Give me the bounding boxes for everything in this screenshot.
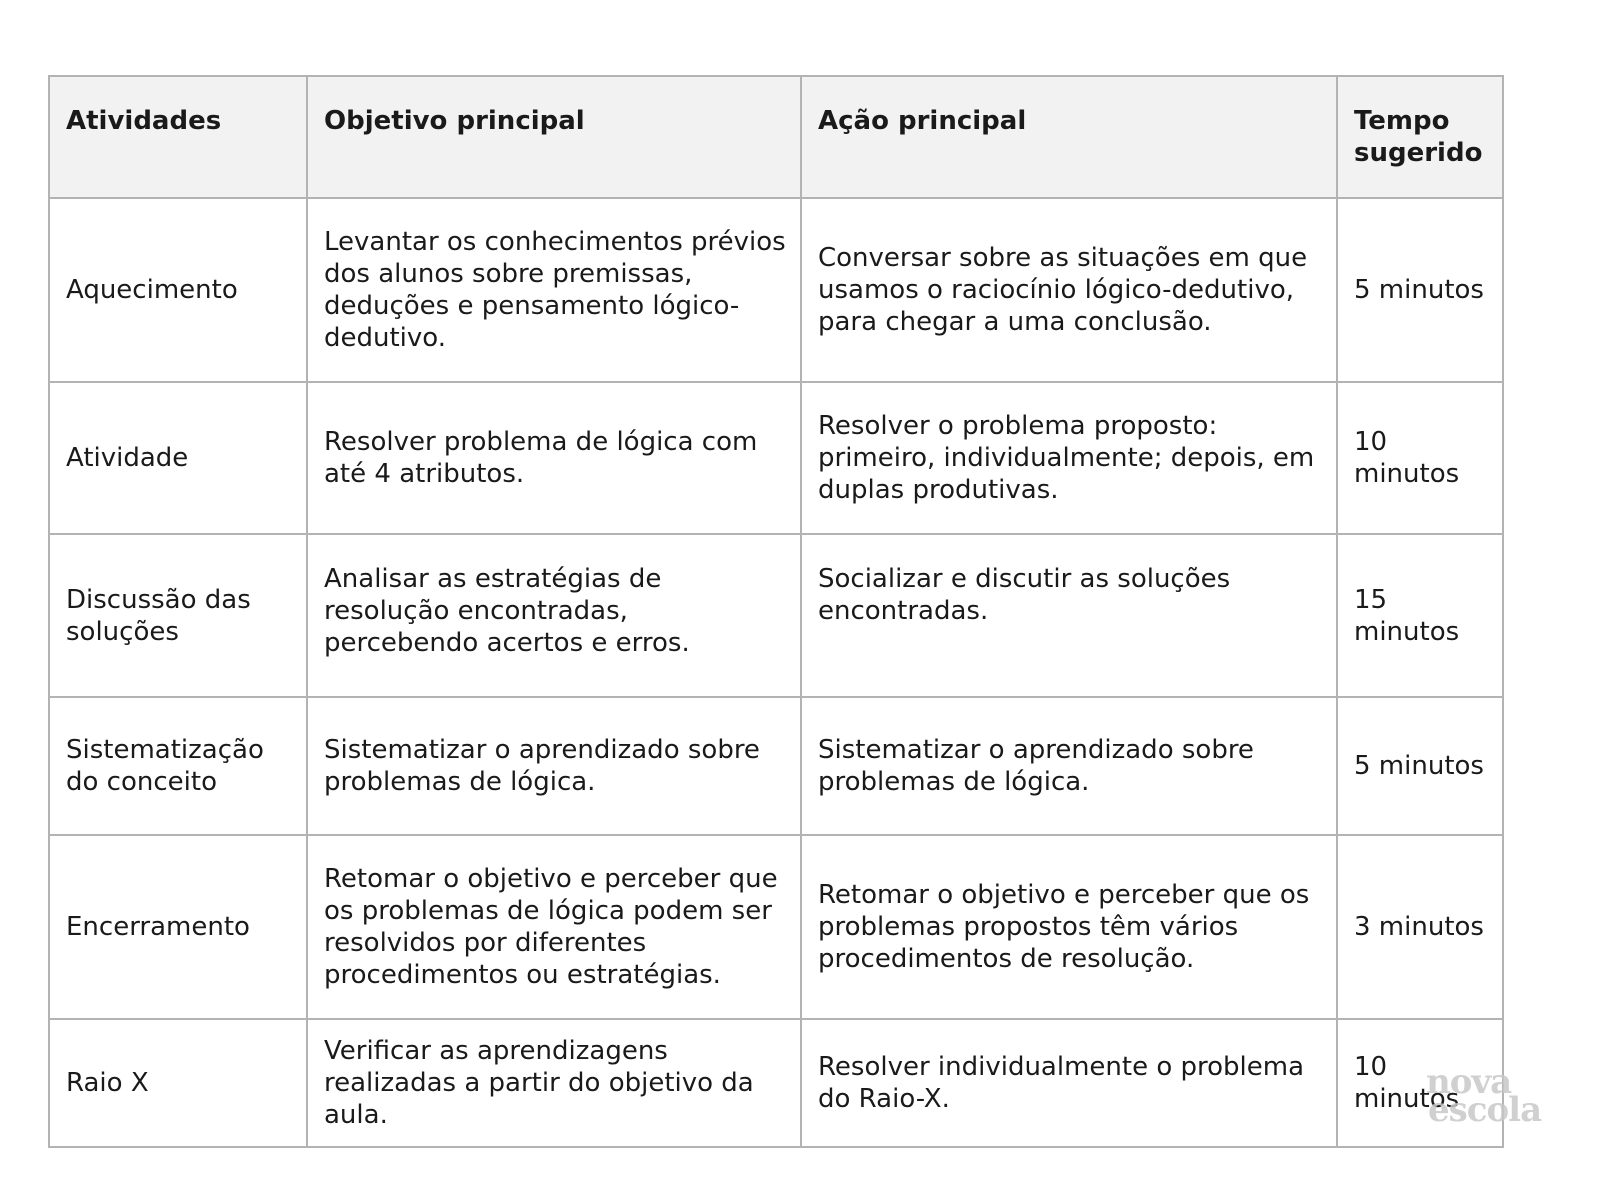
cell-acao: Resolver individualmente o problema do Raio-X. <box>801 1019 1337 1147</box>
logo-line-1: nova <box>1426 1062 1512 1102</box>
cell-atividade: Raio X <box>49 1019 307 1147</box>
logo-line-2: escola <box>1428 1090 1542 1130</box>
cell-acao: Retomar o objetivo e perceber que os problemas propostos têm vários procedimentos de resolução. <box>801 835 1337 1019</box>
cell-acao: Sistematizar o aprendizado sobre problemas de lógica. <box>801 697 1337 835</box>
cell-objetivo: Resolver problema de lógica com até 4 atributos. <box>307 382 801 534</box>
cell-objetivo: Analisar as estratégias de resolução encontradas, percebendo acertos e erros. <box>307 534 801 697</box>
header-row <box>49 76 1503 198</box>
header-acao-principal: Ação principal <box>801 76 1337 198</box>
header-objetivo-principal: Objetivo principal <box>307 76 801 198</box>
cell-objetivo: Levantar os conhecimentos prévios dos alunos sobre premissas, deduções e pensamento lógico-dedutivo. <box>307 198 801 382</box>
table-row <box>49 198 1503 382</box>
table-row <box>49 697 1503 835</box>
cell-objetivo: Verificar as aprendizagens realizadas a partir do objetivo da aula. <box>307 1019 801 1147</box>
table-header <box>49 76 1503 198</box>
cell-atividade: Discussão das soluções <box>49 534 307 697</box>
cell-acao: Resolver o problema proposto: primeiro, individualmente; depois, em duplas produtivas. <box>801 382 1337 534</box>
table-row <box>49 382 1503 534</box>
table-row <box>49 534 1503 697</box>
cell-tempo: 3 minutos <box>1337 835 1503 1019</box>
cell-atividade: Aquecimento <box>49 198 307 382</box>
cell-tempo: 10 minutos <box>1337 382 1503 534</box>
nova-escola-logo <box>1426 1062 1546 1130</box>
cell-acao: Socializar e discutir as soluções encontradas. <box>801 534 1337 697</box>
cell-atividade: Atividade <box>49 382 307 534</box>
cell-objetivo: Sistematizar o aprendizado sobre problemas de lógica. <box>307 697 801 835</box>
header-tempo-sugerido: Tempo sugerido <box>1337 76 1503 198</box>
lesson-plan-table <box>48 75 1504 1148</box>
header-atividades: Atividades <box>49 76 307 198</box>
table-row <box>49 1019 1503 1147</box>
table-row <box>49 835 1503 1019</box>
cell-tempo: 5 minutos <box>1337 198 1503 382</box>
cell-tempo: 15 minutos <box>1337 534 1503 697</box>
table-body <box>49 198 1503 1147</box>
cell-atividade: Encerramento <box>49 835 307 1019</box>
cell-tempo: 10 minutos <box>1337 1019 1503 1147</box>
cell-tempo: 5 minutos <box>1337 697 1503 835</box>
cell-objetivo: Retomar o objetivo e perceber que os problemas de lógica podem ser resolvidos por diferentes procedimentos ou estratégias. <box>307 835 801 1019</box>
cell-atividade: Sistematização do conceito <box>49 697 307 835</box>
cell-acao: Conversar sobre as situações em que usamos o raciocínio lógico-dedutivo, para chegar a uma conclusão. <box>801 198 1337 382</box>
